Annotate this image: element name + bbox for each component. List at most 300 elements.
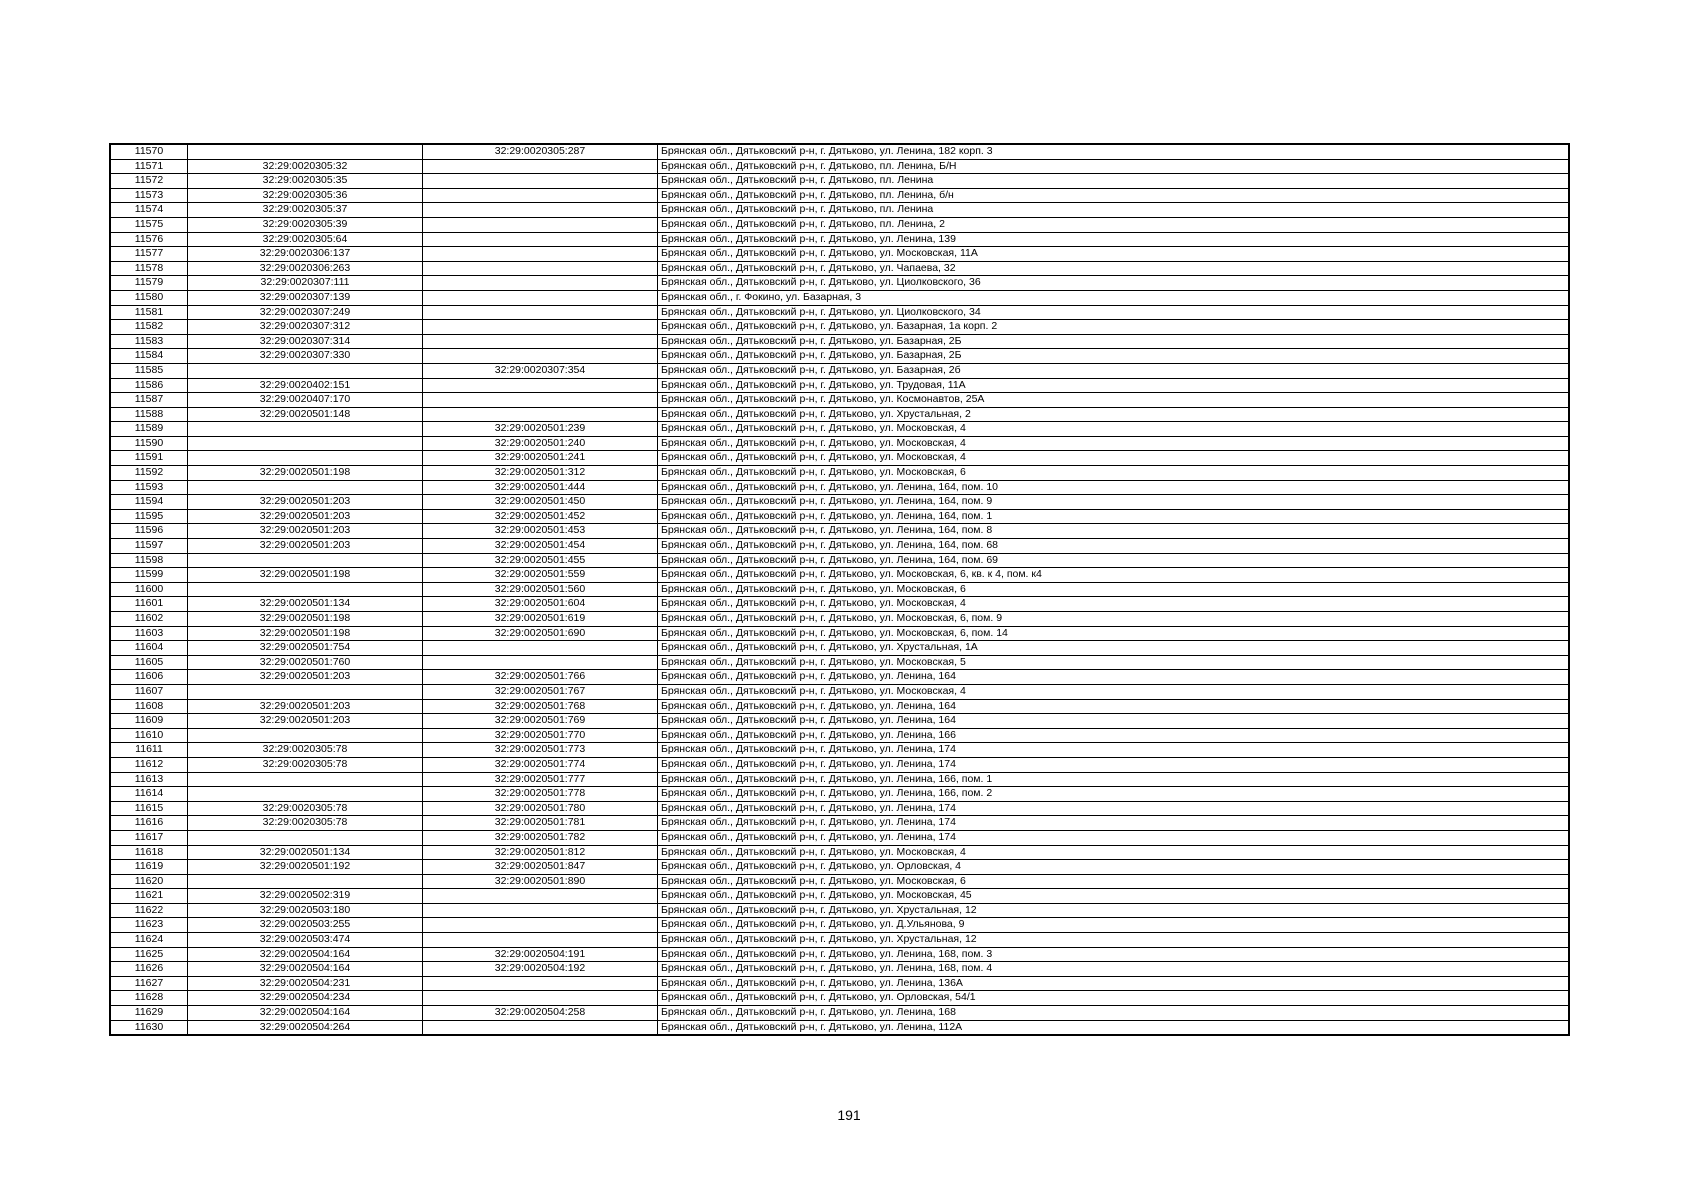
row-number-cell: 11580 [110, 290, 188, 305]
row-number-cell: 11621 [110, 889, 188, 904]
row-number-cell: 11578 [110, 261, 188, 276]
table-row [110, 903, 1569, 918]
row-number-cell: 11619 [110, 860, 188, 875]
parent-cadastral-cell: 32:29:0020501:203 [188, 714, 423, 729]
address-cell: Брянская обл., Дятьковский р-н, г. Дятьково, ул. Базарная, 1а корп. 2 [658, 320, 1570, 335]
parent-cadastral-cell: 32:29:0020305:64 [188, 232, 423, 247]
cadastral-number-cell [423, 232, 658, 247]
table-row [110, 349, 1569, 364]
address-cell: Брянская обл., Дятьковский р-н, г. Дятьково, ул. Ленина, 164, пом. 10 [658, 480, 1570, 495]
table-row [110, 582, 1569, 597]
parent-cadastral-cell [188, 436, 423, 451]
row-number-cell: 11617 [110, 830, 188, 845]
parent-cadastral-cell [188, 363, 423, 378]
table-row [110, 612, 1569, 627]
address-cell: Брянская обл., Дятьковский р-н, г. Дятьково, ул. Циолковского, 34 [658, 305, 1570, 320]
address-cell: Брянская обл., Дятьковский р-н, г. Дятьково, ул. Ленина, 136А [658, 976, 1570, 991]
cadastral-number-cell [423, 407, 658, 422]
table-row [110, 436, 1569, 451]
address-cell: Брянская обл., Дятьковский р-н, г. Дятьково, ул. Московская, 4 [658, 451, 1570, 466]
row-number-cell: 11615 [110, 801, 188, 816]
parent-cadastral-cell: 32:29:0020307:312 [188, 320, 423, 335]
cadastral-number-cell: 32:29:0020501:444 [423, 480, 658, 495]
table-row [110, 933, 1569, 948]
address-cell: Брянская обл., Дятьковский р-н, г. Дятьково, ул. Московская, 4 [658, 597, 1570, 612]
row-number-cell: 11616 [110, 816, 188, 831]
row-number-cell: 11605 [110, 655, 188, 670]
table-row [110, 787, 1569, 802]
parent-cadastral-cell: 32:29:0020502:319 [188, 889, 423, 904]
row-number-cell: 11597 [110, 539, 188, 554]
table-row [110, 539, 1569, 554]
table-row [110, 772, 1569, 787]
address-cell: Брянская обл., Дятьковский р-н, г. Дятьково, ул. Ленина, 174 [658, 816, 1570, 831]
cadastral-number-cell: 32:29:0020501:619 [423, 612, 658, 627]
row-number-cell: 11602 [110, 612, 188, 627]
cadastral-number-cell [423, 918, 658, 933]
cadastral-number-cell: 32:29:0020501:239 [423, 422, 658, 437]
table-row [110, 407, 1569, 422]
address-cell: Брянская обл., Дятьковский р-н, г. Дятьково, ул. Ленина, 164, пом. 69 [658, 553, 1570, 568]
row-number-cell: 11592 [110, 466, 188, 481]
address-cell: Брянская обл., Дятьковский р-н, г. Дятьково, ул. Циолковского, 36 [658, 276, 1570, 291]
cadastral-number-cell: 32:29:0020501:454 [423, 539, 658, 554]
row-number-cell: 11623 [110, 918, 188, 933]
row-number-cell: 11586 [110, 378, 188, 393]
cadastral-number-cell [423, 247, 658, 262]
cadastral-number-cell: 32:29:0020501:770 [423, 728, 658, 743]
address-cell: Брянская обл., Дятьковский р-н, г. Дятьково, ул. Московская, 4 [658, 436, 1570, 451]
cadastral-number-cell: 32:29:0020501:782 [423, 830, 658, 845]
table-row [110, 451, 1569, 466]
table-row [110, 144, 1569, 159]
address-cell: Брянская обл., Дятьковский р-н, г. Дятьково, ул. Ленина, 174 [658, 801, 1570, 816]
parent-cadastral-cell: 32:29:0020305:78 [188, 757, 423, 772]
table-row [110, 816, 1569, 831]
table-row [110, 670, 1569, 685]
table-row [110, 626, 1569, 641]
parent-cadastral-cell: 32:29:0020504:234 [188, 991, 423, 1006]
parent-cadastral-cell: 32:29:0020501:198 [188, 466, 423, 481]
cadastral-number-cell: 32:29:0020501:240 [423, 436, 658, 451]
row-number-cell: 11587 [110, 393, 188, 408]
cadastral-number-cell: 32:29:0020501:769 [423, 714, 658, 729]
row-number-cell: 11613 [110, 772, 188, 787]
row-number-cell: 11584 [110, 349, 188, 364]
address-cell: Брянская обл., Дятьковский р-н, г. Дятьково, ул. Хрустальная, 1А [658, 641, 1570, 656]
row-number-cell: 11595 [110, 509, 188, 524]
table-row [110, 1020, 1569, 1035]
parent-cadastral-cell: 32:29:0020503:180 [188, 903, 423, 918]
address-cell: Брянская обл., Дятьковский р-н, г. Дятьково, ул. Московская, 6, пом. 9 [658, 612, 1570, 627]
cadastral-number-cell: 32:29:0020501:450 [423, 495, 658, 510]
row-number-cell: 11585 [110, 363, 188, 378]
table-row [110, 334, 1569, 349]
address-cell: Брянская обл., Дятьковский р-н, г. Дятьково, ул. Ленина, 174 [658, 757, 1570, 772]
parent-cadastral-cell: 32:29:0020501:203 [188, 699, 423, 714]
address-cell: Брянская обл., Дятьковский р-н, г. Дятьково, ул. Трудовая, 11А [658, 378, 1570, 393]
address-cell: Брянская обл., Дятьковский р-н, г. Дятьково, ул. Ленина, 164 [658, 714, 1570, 729]
table-row [110, 188, 1569, 203]
parent-cadastral-cell: 32:29:0020307:314 [188, 334, 423, 349]
address-cell: Брянская обл., Дятьковский р-н, г. Дятьково, ул. Хрустальная, 12 [658, 933, 1570, 948]
table-row [110, 422, 1569, 437]
address-cell: Брянская обл., Дятьковский р-н, г. Дятьково, пл. Ленина, Б/Н [658, 159, 1570, 174]
table-row [110, 480, 1569, 495]
cadastral-number-cell [423, 290, 658, 305]
cadastral-number-cell: 32:29:0020501:604 [423, 597, 658, 612]
row-number-cell: 11628 [110, 991, 188, 1006]
row-number-cell: 11571 [110, 159, 188, 174]
parent-cadastral-cell: 32:29:0020503:474 [188, 933, 423, 948]
row-number-cell: 11579 [110, 276, 188, 291]
address-cell: Брянская обл., г. Фокино, ул. Базарная, 3 [658, 290, 1570, 305]
row-number-cell: 11599 [110, 568, 188, 583]
row-number-cell: 11588 [110, 407, 188, 422]
parent-cadastral-cell [188, 830, 423, 845]
table-row [110, 553, 1569, 568]
table-row [110, 699, 1569, 714]
address-cell: Брянская обл., Дятьковский р-н, г. Дятьково, пл. Ленина, б/н [658, 188, 1570, 203]
table-row [110, 378, 1569, 393]
row-number-cell: 11600 [110, 582, 188, 597]
row-number-cell: 11624 [110, 933, 188, 948]
row-number-cell: 11589 [110, 422, 188, 437]
table-row [110, 860, 1569, 875]
row-number-cell: 11627 [110, 976, 188, 991]
cadastral-number-cell: 32:29:0020501:781 [423, 816, 658, 831]
address-cell: Брянская обл., Дятьковский р-н, г. Дятьково, ул. Ленина, 168, пом. 4 [658, 962, 1570, 977]
table-row [110, 320, 1569, 335]
table-row [110, 597, 1569, 612]
address-cell: Брянская обл., Дятьковский р-н, г. Дятьково, ул. Московская, 11А [658, 247, 1570, 262]
table-row [110, 217, 1569, 232]
row-number-cell: 11612 [110, 757, 188, 772]
parent-cadastral-cell: 32:29:0020501:203 [188, 524, 423, 539]
parent-cadastral-cell: 32:29:0020407:170 [188, 393, 423, 408]
address-cell: Брянская обл., Дятьковский р-н, г. Дятьково, ул. Московская, 4 [658, 422, 1570, 437]
row-number-cell: 11581 [110, 305, 188, 320]
table-row [110, 247, 1569, 262]
parent-cadastral-cell: 32:29:0020307:249 [188, 305, 423, 320]
table-row [110, 801, 1569, 816]
table-row [110, 918, 1569, 933]
address-cell: Брянская обл., Дятьковский р-н, г. Дятьково, ул. Ленина, 164, пом. 68 [658, 539, 1570, 554]
cadastral-number-cell [423, 991, 658, 1006]
row-number-cell: 11576 [110, 232, 188, 247]
cadastral-number-cell: 32:29:0020501:766 [423, 670, 658, 685]
address-cell: Брянская обл., Дятьковский р-н, г. Дятьково, ул. Чапаева, 32 [658, 261, 1570, 276]
row-number-cell: 11572 [110, 174, 188, 189]
address-cell: Брянская обл., Дятьковский р-н, г. Дятьково, ул. Московская, 6, кв. к 4, пом. к4 [658, 568, 1570, 583]
parent-cadastral-cell [188, 480, 423, 495]
parent-cadastral-cell [188, 728, 423, 743]
address-cell: Брянская обл., Дятьковский р-н, г. Дятьково, ул. Московская, 5 [658, 655, 1570, 670]
cadastral-number-cell: 32:29:0020501:778 [423, 787, 658, 802]
cadastral-number-cell [423, 349, 658, 364]
table-row [110, 393, 1569, 408]
cadastral-number-cell [423, 641, 658, 656]
table-row [110, 568, 1569, 583]
parent-cadastral-cell [188, 144, 423, 159]
parent-cadastral-cell: 32:29:0020402:151 [188, 378, 423, 393]
cadastral-number-cell: 32:29:0020307:354 [423, 363, 658, 378]
cadastral-number-cell: 32:29:0020504:191 [423, 947, 658, 962]
table-row [110, 261, 1569, 276]
table-row [110, 962, 1569, 977]
address-cell: Брянская обл., Дятьковский р-н, г. Дятьково, ул. Ленина, 166, пом. 1 [658, 772, 1570, 787]
table-row [110, 889, 1569, 904]
row-number-cell: 11606 [110, 670, 188, 685]
address-cell: Брянская обл., Дятьковский р-н, г. Дятьково, ул. Московская, 6 [658, 582, 1570, 597]
cadastral-number-cell [423, 261, 658, 276]
cadastral-number-cell [423, 903, 658, 918]
table-row [110, 363, 1569, 378]
table-row [110, 728, 1569, 743]
parent-cadastral-cell: 32:29:0020307:111 [188, 276, 423, 291]
parent-cadastral-cell [188, 684, 423, 699]
table-row [110, 276, 1569, 291]
parent-cadastral-cell: 32:29:0020504:164 [188, 962, 423, 977]
row-number-cell: 11620 [110, 874, 188, 889]
cadastral-number-cell [423, 655, 658, 670]
parent-cadastral-cell: 32:29:0020504:164 [188, 1006, 423, 1021]
cadastral-number-cell [423, 188, 658, 203]
table-row [110, 714, 1569, 729]
table-row [110, 757, 1569, 772]
cadastral-number-cell: 32:29:0020501:453 [423, 524, 658, 539]
table-row [110, 232, 1569, 247]
parent-cadastral-cell: 32:29:0020305:39 [188, 217, 423, 232]
parent-cadastral-cell [188, 787, 423, 802]
parent-cadastral-cell: 32:29:0020504:164 [188, 947, 423, 962]
table-row [110, 305, 1569, 320]
parent-cadastral-cell [188, 553, 423, 568]
parent-cadastral-cell: 32:29:0020501:760 [188, 655, 423, 670]
address-cell: Брянская обл., Дятьковский р-н, г. Дятьково, ул. Ленина, 164 [658, 670, 1570, 685]
table-row [110, 509, 1569, 524]
cadastral-number-cell [423, 334, 658, 349]
parent-cadastral-cell [188, 582, 423, 597]
parent-cadastral-cell: 32:29:0020501:203 [188, 539, 423, 554]
parent-cadastral-cell: 32:29:0020501:198 [188, 612, 423, 627]
registry-table [109, 143, 1570, 1036]
row-number-cell: 11610 [110, 728, 188, 743]
row-number-cell: 11574 [110, 203, 188, 218]
cadastral-number-cell: 32:29:0020501:812 [423, 845, 658, 860]
parent-cadastral-cell: 32:29:0020501:198 [188, 626, 423, 641]
row-number-cell: 11598 [110, 553, 188, 568]
cadastral-number-cell: 32:29:0020501:847 [423, 860, 658, 875]
row-number-cell: 11596 [110, 524, 188, 539]
table-row [110, 641, 1569, 656]
parent-cadastral-cell: 32:29:0020501:754 [188, 641, 423, 656]
cadastral-number-cell: 32:29:0020501:559 [423, 568, 658, 583]
table-row [110, 466, 1569, 481]
cadastral-number-cell [423, 378, 658, 393]
registry-table-body [110, 144, 1569, 1035]
table-row [110, 495, 1569, 510]
cadastral-number-cell: 32:29:0020504:258 [423, 1006, 658, 1021]
row-number-cell: 11583 [110, 334, 188, 349]
cadastral-number-cell: 32:29:0020501:767 [423, 684, 658, 699]
cadastral-number-cell [423, 393, 658, 408]
parent-cadastral-cell: 32:29:0020504:231 [188, 976, 423, 991]
address-cell: Брянская обл., Дятьковский р-н, г. Дятьково, ул. Ленина, 112А [658, 1020, 1570, 1035]
parent-cadastral-cell: 32:29:0020504:264 [188, 1020, 423, 1035]
parent-cadastral-cell [188, 422, 423, 437]
parent-cadastral-cell: 32:29:0020501:192 [188, 860, 423, 875]
table-row [110, 524, 1569, 539]
row-number-cell: 11609 [110, 714, 188, 729]
row-number-cell: 11601 [110, 597, 188, 612]
cadastral-number-cell: 32:29:0020501:241 [423, 451, 658, 466]
parent-cadastral-cell: 32:29:0020306:137 [188, 247, 423, 262]
address-cell: Брянская обл., Дятьковский р-н, г. Дятьково, ул. Ленина, 164, пом. 9 [658, 495, 1570, 510]
parent-cadastral-cell: 32:29:0020305:78 [188, 801, 423, 816]
parent-cadastral-cell: 32:29:0020501:198 [188, 568, 423, 583]
row-number-cell: 11607 [110, 684, 188, 699]
address-cell: Брянская обл., Дятьковский р-н, г. Дятьково, ул. Ленина, 182 корп. 3 [658, 144, 1570, 159]
row-number-cell: 11614 [110, 787, 188, 802]
parent-cadastral-cell: 32:29:0020306:263 [188, 261, 423, 276]
address-cell: Брянская обл., Дятьковский р-н, г. Дятьково, ул. Ленина, 164, пом. 1 [658, 509, 1570, 524]
cadastral-number-cell: 32:29:0020501:690 [423, 626, 658, 641]
cadastral-number-cell [423, 159, 658, 174]
parent-cadastral-cell: 32:29:0020305:78 [188, 743, 423, 758]
table-row [110, 203, 1569, 218]
table-row [110, 991, 1569, 1006]
parent-cadastral-cell: 32:29:0020501:203 [188, 670, 423, 685]
parent-cadastral-cell: 32:29:0020501:203 [188, 509, 423, 524]
table-row [110, 947, 1569, 962]
row-number-cell: 11622 [110, 903, 188, 918]
parent-cadastral-cell: 32:29:0020501:203 [188, 495, 423, 510]
parent-cadastral-cell: 32:29:0020503:255 [188, 918, 423, 933]
address-cell: Брянская обл., Дятьковский р-н, г. Дятьково, ул. Московская, 6, пом. 14 [658, 626, 1570, 641]
cadastral-number-cell [423, 933, 658, 948]
cadastral-number-cell: 32:29:0020501:773 [423, 743, 658, 758]
row-number-cell: 11630 [110, 1020, 188, 1035]
address-cell: Брянская обл., Дятьковский р-н, г. Дятьково, ул. Ленина, 166 [658, 728, 1570, 743]
address-cell: Брянская обл., Дятьковский р-н, г. Дятьково, пл. Ленина, 2 [658, 217, 1570, 232]
address-cell: Брянская обл., Дятьковский р-н, г. Дятьково, ул. Ленина, 166, пом. 2 [658, 787, 1570, 802]
table-row [110, 290, 1569, 305]
row-number-cell: 11625 [110, 947, 188, 962]
cadastral-number-cell [423, 203, 658, 218]
address-cell: Брянская обл., Дятьковский р-н, г. Дятьково, ул. Базарная, 2б [658, 363, 1570, 378]
table-row [110, 743, 1569, 758]
table-row [110, 159, 1569, 174]
table-row [110, 684, 1569, 699]
cadastral-number-cell [423, 976, 658, 991]
parent-cadastral-cell: 32:29:0020305:78 [188, 816, 423, 831]
cadastral-number-cell: 32:29:0020501:312 [423, 466, 658, 481]
row-number-cell: 11626 [110, 962, 188, 977]
cadastral-number-cell: 32:29:0020501:777 [423, 772, 658, 787]
parent-cadastral-cell: 32:29:0020305:32 [188, 159, 423, 174]
row-number-cell: 11575 [110, 217, 188, 232]
table-row [110, 874, 1569, 889]
row-number-cell: 11604 [110, 641, 188, 656]
parent-cadastral-cell: 32:29:0020501:134 [188, 597, 423, 612]
address-cell: Брянская обл., Дятьковский р-н, г. Дятьково, ул. Московская, 6 [658, 466, 1570, 481]
cadastral-number-cell [423, 1020, 658, 1035]
table-row [110, 1006, 1569, 1021]
address-cell: Брянская обл., Дятьковский р-н, г. Дятьково, ул. Орловская, 54/1 [658, 991, 1570, 1006]
parent-cadastral-cell [188, 772, 423, 787]
address-cell: Брянская обл., Дятьковский р-н, г. Дятьково, ул. Ленина, 168 [658, 1006, 1570, 1021]
address-cell: Брянская обл., Дятьковский р-н, г. Дятьково, ул. Ленина, 164 [658, 699, 1570, 714]
row-number-cell: 11577 [110, 247, 188, 262]
address-cell: Брянская обл., Дятьковский р-н, г. Дятьково, ул. Д.Ульянова, 9 [658, 918, 1570, 933]
address-cell: Брянская обл., Дятьковский р-н, г. Дятьково, пл. Ленина [658, 174, 1570, 189]
address-cell: Брянская обл., Дятьковский р-н, г. Дятьково, ул. Орловская, 4 [658, 860, 1570, 875]
table-row [110, 655, 1569, 670]
address-cell: Брянская обл., Дятьковский р-н, г. Дятьково, ул. Космонавтов, 25А [658, 393, 1570, 408]
row-number-cell: 11573 [110, 188, 188, 203]
cadastral-number-cell: 32:29:0020501:774 [423, 757, 658, 772]
row-number-cell: 11590 [110, 436, 188, 451]
address-cell: Брянская обл., Дятьковский р-н, г. Дятьково, ул. Ленина, 174 [658, 743, 1570, 758]
cadastral-number-cell [423, 305, 658, 320]
address-cell: Брянская обл., Дятьковский р-н, г. Дятьково, ул. Ленина, 168, пом. 3 [658, 947, 1570, 962]
parent-cadastral-cell: 32:29:0020501:148 [188, 407, 423, 422]
cadastral-number-cell [423, 276, 658, 291]
cadastral-number-cell: 32:29:0020501:455 [423, 553, 658, 568]
cadastral-number-cell: 32:29:0020504:192 [423, 962, 658, 977]
table-row [110, 174, 1569, 189]
cadastral-number-cell [423, 320, 658, 335]
cadastral-number-cell: 32:29:0020305:287 [423, 144, 658, 159]
cadastral-number-cell [423, 217, 658, 232]
row-number-cell: 11629 [110, 1006, 188, 1021]
page-number: 191 [837, 1107, 861, 1123]
parent-cadastral-cell: 32:29:0020501:134 [188, 845, 423, 860]
parent-cadastral-cell [188, 874, 423, 889]
cadastral-number-cell: 32:29:0020501:768 [423, 699, 658, 714]
cadastral-number-cell [423, 889, 658, 904]
table-row [110, 976, 1569, 991]
row-number-cell: 11608 [110, 699, 188, 714]
address-cell: Брянская обл., Дятьковский р-н, г. Дятьково, ул. Хрустальная, 2 [658, 407, 1570, 422]
address-cell: Брянская обл., Дятьковский р-н, г. Дятьково, ул. Хрустальная, 12 [658, 903, 1570, 918]
address-cell: Брянская обл., Дятьковский р-н, г. Дятьково, ул. Московская, 45 [658, 889, 1570, 904]
address-cell: Брянская обл., Дятьковский р-н, г. Дятьково, ул. Московская, 4 [658, 845, 1570, 860]
address-cell: Брянская обл., Дятьковский р-н, г. Дятьково, ул. Базарная, 2Б [658, 334, 1570, 349]
parent-cadastral-cell [188, 451, 423, 466]
table-row [110, 845, 1569, 860]
parent-cadastral-cell: 32:29:0020305:35 [188, 174, 423, 189]
address-cell: Брянская обл., Дятьковский р-н, г. Дятьково, ул. Ленина, 164, пом. 8 [658, 524, 1570, 539]
row-number-cell: 11618 [110, 845, 188, 860]
row-number-cell: 11593 [110, 480, 188, 495]
address-cell: Брянская обл., Дятьковский р-н, г. Дятьково, ул. Московская, 4 [658, 684, 1570, 699]
row-number-cell: 11594 [110, 495, 188, 510]
address-cell: Брянская обл., Дятьковский р-н, г. Дятьково, ул. Ленина, 174 [658, 830, 1570, 845]
cadastral-number-cell: 32:29:0020501:780 [423, 801, 658, 816]
cadastral-number-cell [423, 174, 658, 189]
row-number-cell: 11570 [110, 144, 188, 159]
row-number-cell: 11603 [110, 626, 188, 641]
parent-cadastral-cell: 32:29:0020307:330 [188, 349, 423, 364]
parent-cadastral-cell: 32:29:0020307:139 [188, 290, 423, 305]
table-row [110, 830, 1569, 845]
cadastral-number-cell: 32:29:0020501:890 [423, 874, 658, 889]
address-cell: Брянская обл., Дятьковский р-н, г. Дятьково, ул. Ленина, 139 [658, 232, 1570, 247]
address-cell: Брянская обл., Дятьковский р-н, г. Дятьково, ул. Московская, 6 [658, 874, 1570, 889]
parent-cadastral-cell: 32:29:0020305:36 [188, 188, 423, 203]
